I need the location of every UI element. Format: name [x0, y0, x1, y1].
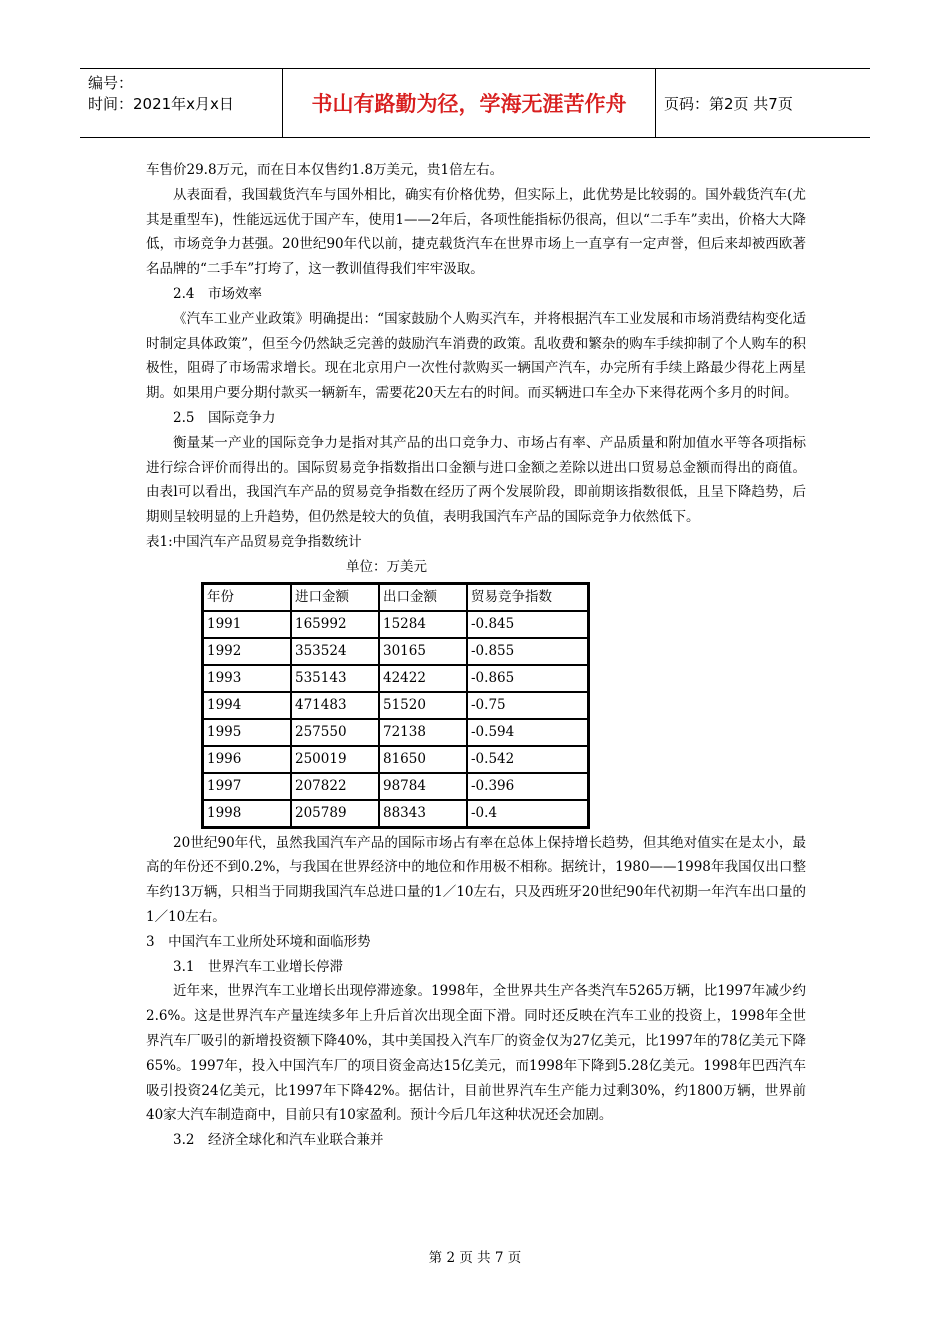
- table-row: [203, 719, 588, 746]
- table-cell: 42422: [379, 665, 467, 692]
- table-cell: -0.845: [467, 611, 588, 638]
- table-row: [203, 746, 588, 773]
- table-cell: -0.542: [467, 746, 588, 773]
- document-date: 时间：2021年x月x日: [88, 95, 234, 113]
- table-cell: 1998: [203, 800, 291, 827]
- table-unit: 单位：万美元: [346, 558, 427, 575]
- table-header-cell: 出口金额: [379, 584, 467, 611]
- paragraph: 车售价29.8万元，而在日本仅售约1.8万美元，贵1倍左右。: [146, 162, 504, 178]
- paragraph: 近年来，世界汽车工业增长出现停滞迹象。1998年，全世界共生产各类汽车5265万辆，比1997年减少约2.6%。这是世界汽车产量连续多年上升后首次出现全面下滑。同时还反映在汽车工业的投资上，1998年全世界汽车厂吸引的新增投资额下降40%，其中美国投入汽车厂的资金仅为27亿美元，比1997年的78亿美元下降65%。1997年，投入中国汽车厂的项目资金高达15亿美元，而1998年下降到5.28亿美元。1998年巴西汽车吸引投资24亿美元，比1997年下降42%。据估计，目前世界汽车生产能力过剩30%，约1800万辆，世界前40家大汽车制造商中，目前只有10家盈利。预计今后几年这种状况还会加剧。: [146, 983, 806, 1124]
- paragraph: 衡量某一产业的国际竞争力是指对其产品的出口竞争力、市场占有率、产品质量和附加值水平等各项指标进行综合评价而得出的。国际贸易竞争指数指出口金额与进口金额之差除以进出口贸易总金额而得出的商值。由表l可以看出，我国汽车产品的贸易竞争指数在经历了两个发展阶段，即前期该指数很低，且呈下降趋势，后期则呈较明显的上升趋势，但仍然是较大的负值，表明我国汽车产品的国际竞争力依然低下。: [146, 434, 806, 526]
- table-cell: 1992: [203, 638, 291, 665]
- table-cell: 353524: [291, 638, 379, 665]
- section-heading-2-4: 2.4 市场效率: [173, 285, 262, 302]
- document-number: 编号：: [88, 74, 134, 92]
- table-header-cell: 贸易竞争指数: [467, 584, 588, 611]
- table-cell: -0.396: [467, 773, 588, 800]
- table-cell: 30165: [379, 638, 467, 665]
- header-meta: [80, 69, 283, 137]
- table-cell: 1997: [203, 773, 291, 800]
- table-header-cell: 年份: [203, 584, 291, 611]
- trade-index-table: [201, 582, 590, 829]
- table-row: [203, 800, 588, 827]
- table-row: [203, 773, 588, 800]
- table-cell: 205789: [291, 800, 379, 827]
- page-footer: 第 2 页 共 7 页: [428, 1250, 522, 1266]
- table-cell: 1996: [203, 746, 291, 773]
- header-motto: 书山有路勤为径，学海无涯苦作舟: [283, 69, 656, 137]
- table-header-row: [203, 584, 588, 611]
- table-cell: 98784: [379, 773, 467, 800]
- page-header: [80, 68, 870, 138]
- table-cell: 72138: [379, 719, 467, 746]
- table-cell: 88343: [379, 800, 467, 827]
- table-header-cell: 进口金额: [291, 584, 379, 611]
- table-cell: 1993: [203, 665, 291, 692]
- table-cell: 1995: [203, 719, 291, 746]
- table-cell: 165992: [291, 611, 379, 638]
- paragraph: 《汽车工业产业政策》明确提出：“国家鼓励个人购买汽车，并将根据汽车工业发展和市场消费结构变化适时制定具体政策”，但至今仍然缺乏完善的鼓励汽车消费的政策。乱收费和繁杂的购车手续抑制了个人购车的积极性，阻碍了市场需求增长。现在北京用户一次性付款购买一辆国产汽车，办完所有手续上路最少得花上两星期。如果用户要分期付款买一辆新车，需要花20天左右的时间。而买辆进口车全办下来得花两个多月的时间。: [146, 310, 806, 402]
- table-cell: 15284: [379, 611, 467, 638]
- table-row: [203, 665, 588, 692]
- table-cell: 81650: [379, 746, 467, 773]
- table-row: [203, 692, 588, 719]
- table-cell: 207822: [291, 773, 379, 800]
- table-cell: 257550: [291, 719, 379, 746]
- table-cell: -0.4: [467, 800, 588, 827]
- table-cell: 1991: [203, 611, 291, 638]
- document-body: [146, 158, 806, 1153]
- table-cell: -0.594: [467, 719, 588, 746]
- table-cell: 1994: [203, 692, 291, 719]
- table-cell: 250019: [291, 746, 379, 773]
- table-cell: 51520: [379, 692, 467, 719]
- section-heading-3-1: 3.1 世界汽车工业增长停滞: [173, 958, 343, 975]
- table-row: [203, 638, 588, 665]
- table-row: [203, 611, 588, 638]
- table-caption: 表1:中国汽车产品贸易竞争指数统计: [146, 533, 362, 550]
- table-cell: -0.855: [467, 638, 588, 665]
- section-heading-3-2: 3.2 经济全球化和汽车业联合兼并: [173, 1132, 384, 1149]
- section-heading-2-5: 2.5 国际竞争力: [173, 409, 276, 426]
- table-cell: 535143: [291, 665, 379, 692]
- header-page-number: 页码：第2页 共7页: [664, 94, 793, 113]
- table-cell: -0.865: [467, 665, 588, 692]
- section-heading-3: 3 中国汽车工业所处环境和面临形势: [146, 933, 371, 950]
- table-cell: 471483: [291, 692, 379, 719]
- paragraph: 从表面看，我国载货汽车与国外相比，确实有价格优势，但实际上，此优势是比较弱的。国外载货汽车(尤其是重型车)，性能远远优于国产车，使用1——2年后，各项性能指标仍很高，但以“二手车”卖出，价格大大降低，市场竞争力甚强。20世纪90年代以前，捷克载货汽车在世界市场上一直享有一定声誉，但后来却被西欧著名品牌的“二手车”打垮了，这一教训值得我们牢牢汲取。: [146, 186, 806, 278]
- paragraph: 20世纪90年代，虽然我国汽车产品的国际市场占有率在总体上保持增长趋势，但其绝对值实在是太小，最高的年份还不到0.2%，与我国在世界经济中的地位和作用极不相称。据统计，1980——1998年我国仅出口整车约13万辆，只相当于同期我国汽车总进口量的1／10左右，只及西班牙20世纪90年代初期一年汽车出口量的1／10左右。: [146, 834, 806, 925]
- table-cell: -0.75: [467, 692, 588, 719]
